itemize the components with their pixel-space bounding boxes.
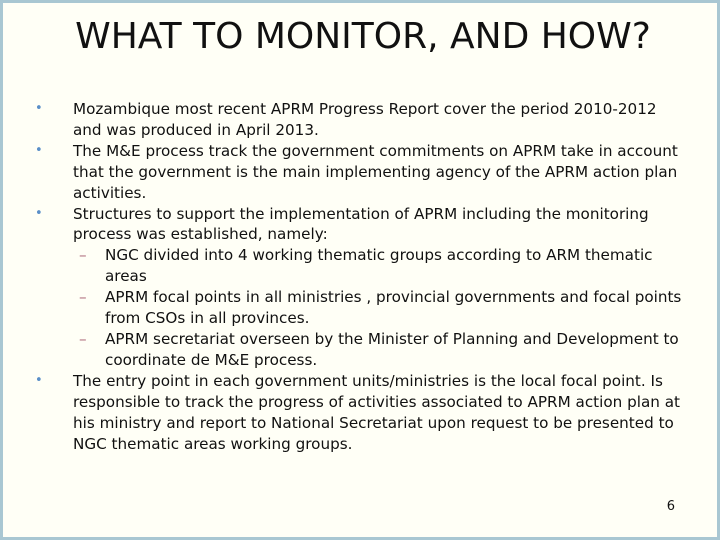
bullet-item: [27, 99, 687, 141]
slide-content: [27, 99, 687, 454]
sub-item: [27, 329, 687, 371]
sub-item: [27, 245, 687, 287]
bullet-icon: •: [35, 142, 43, 158]
bullet-item: [27, 204, 687, 246]
bullet-text: The entry point in each government units/ministries is the local focal point. Is responsible to track the progress of activities associated to APRM action plan at his ministry and report to National Secretariat upon request to be presented to NGC thematic areas working groups.: [73, 371, 680, 453]
dash-icon: –: [79, 329, 87, 348]
bullet-item: [27, 141, 687, 204]
bullet-icon: •: [35, 372, 43, 388]
slide-title: WHAT TO MONITOR, AND HOW?: [75, 16, 651, 57]
bullet-icon: •: [35, 101, 43, 116]
sub-item: [27, 287, 687, 329]
dash-icon: –: [79, 288, 87, 307]
sub-item-text: APRM secretariat overseen by the Minister of Planning and Development to coordinate de M&E process.: [105, 329, 679, 369]
bullet-text: The M&E process track the government commitments on APRM take in account that the government is the main implementing agency of the APRM action plan activities.: [73, 141, 678, 202]
bullet-text: Mozambique most recent APRM Progress Report cover the period 2010-2012 and was produced in April 2013.: [73, 100, 657, 139]
sub-item-text: NGC divided into 4 working thematic groups according to ARM thematic areas: [105, 246, 653, 286]
bullet-icon: •: [35, 205, 43, 221]
page-number: 6: [666, 499, 675, 514]
dash-icon: –: [79, 246, 87, 265]
bullet-text: Structures to support the implementation of APRM including the monitoring process was established, namely:: [73, 204, 649, 244]
bullet-item: [27, 371, 687, 455]
sub-item-text: APRM focal points in all ministries , provincial governments and focal points from CSOs in all provinces.: [105, 288, 682, 328]
